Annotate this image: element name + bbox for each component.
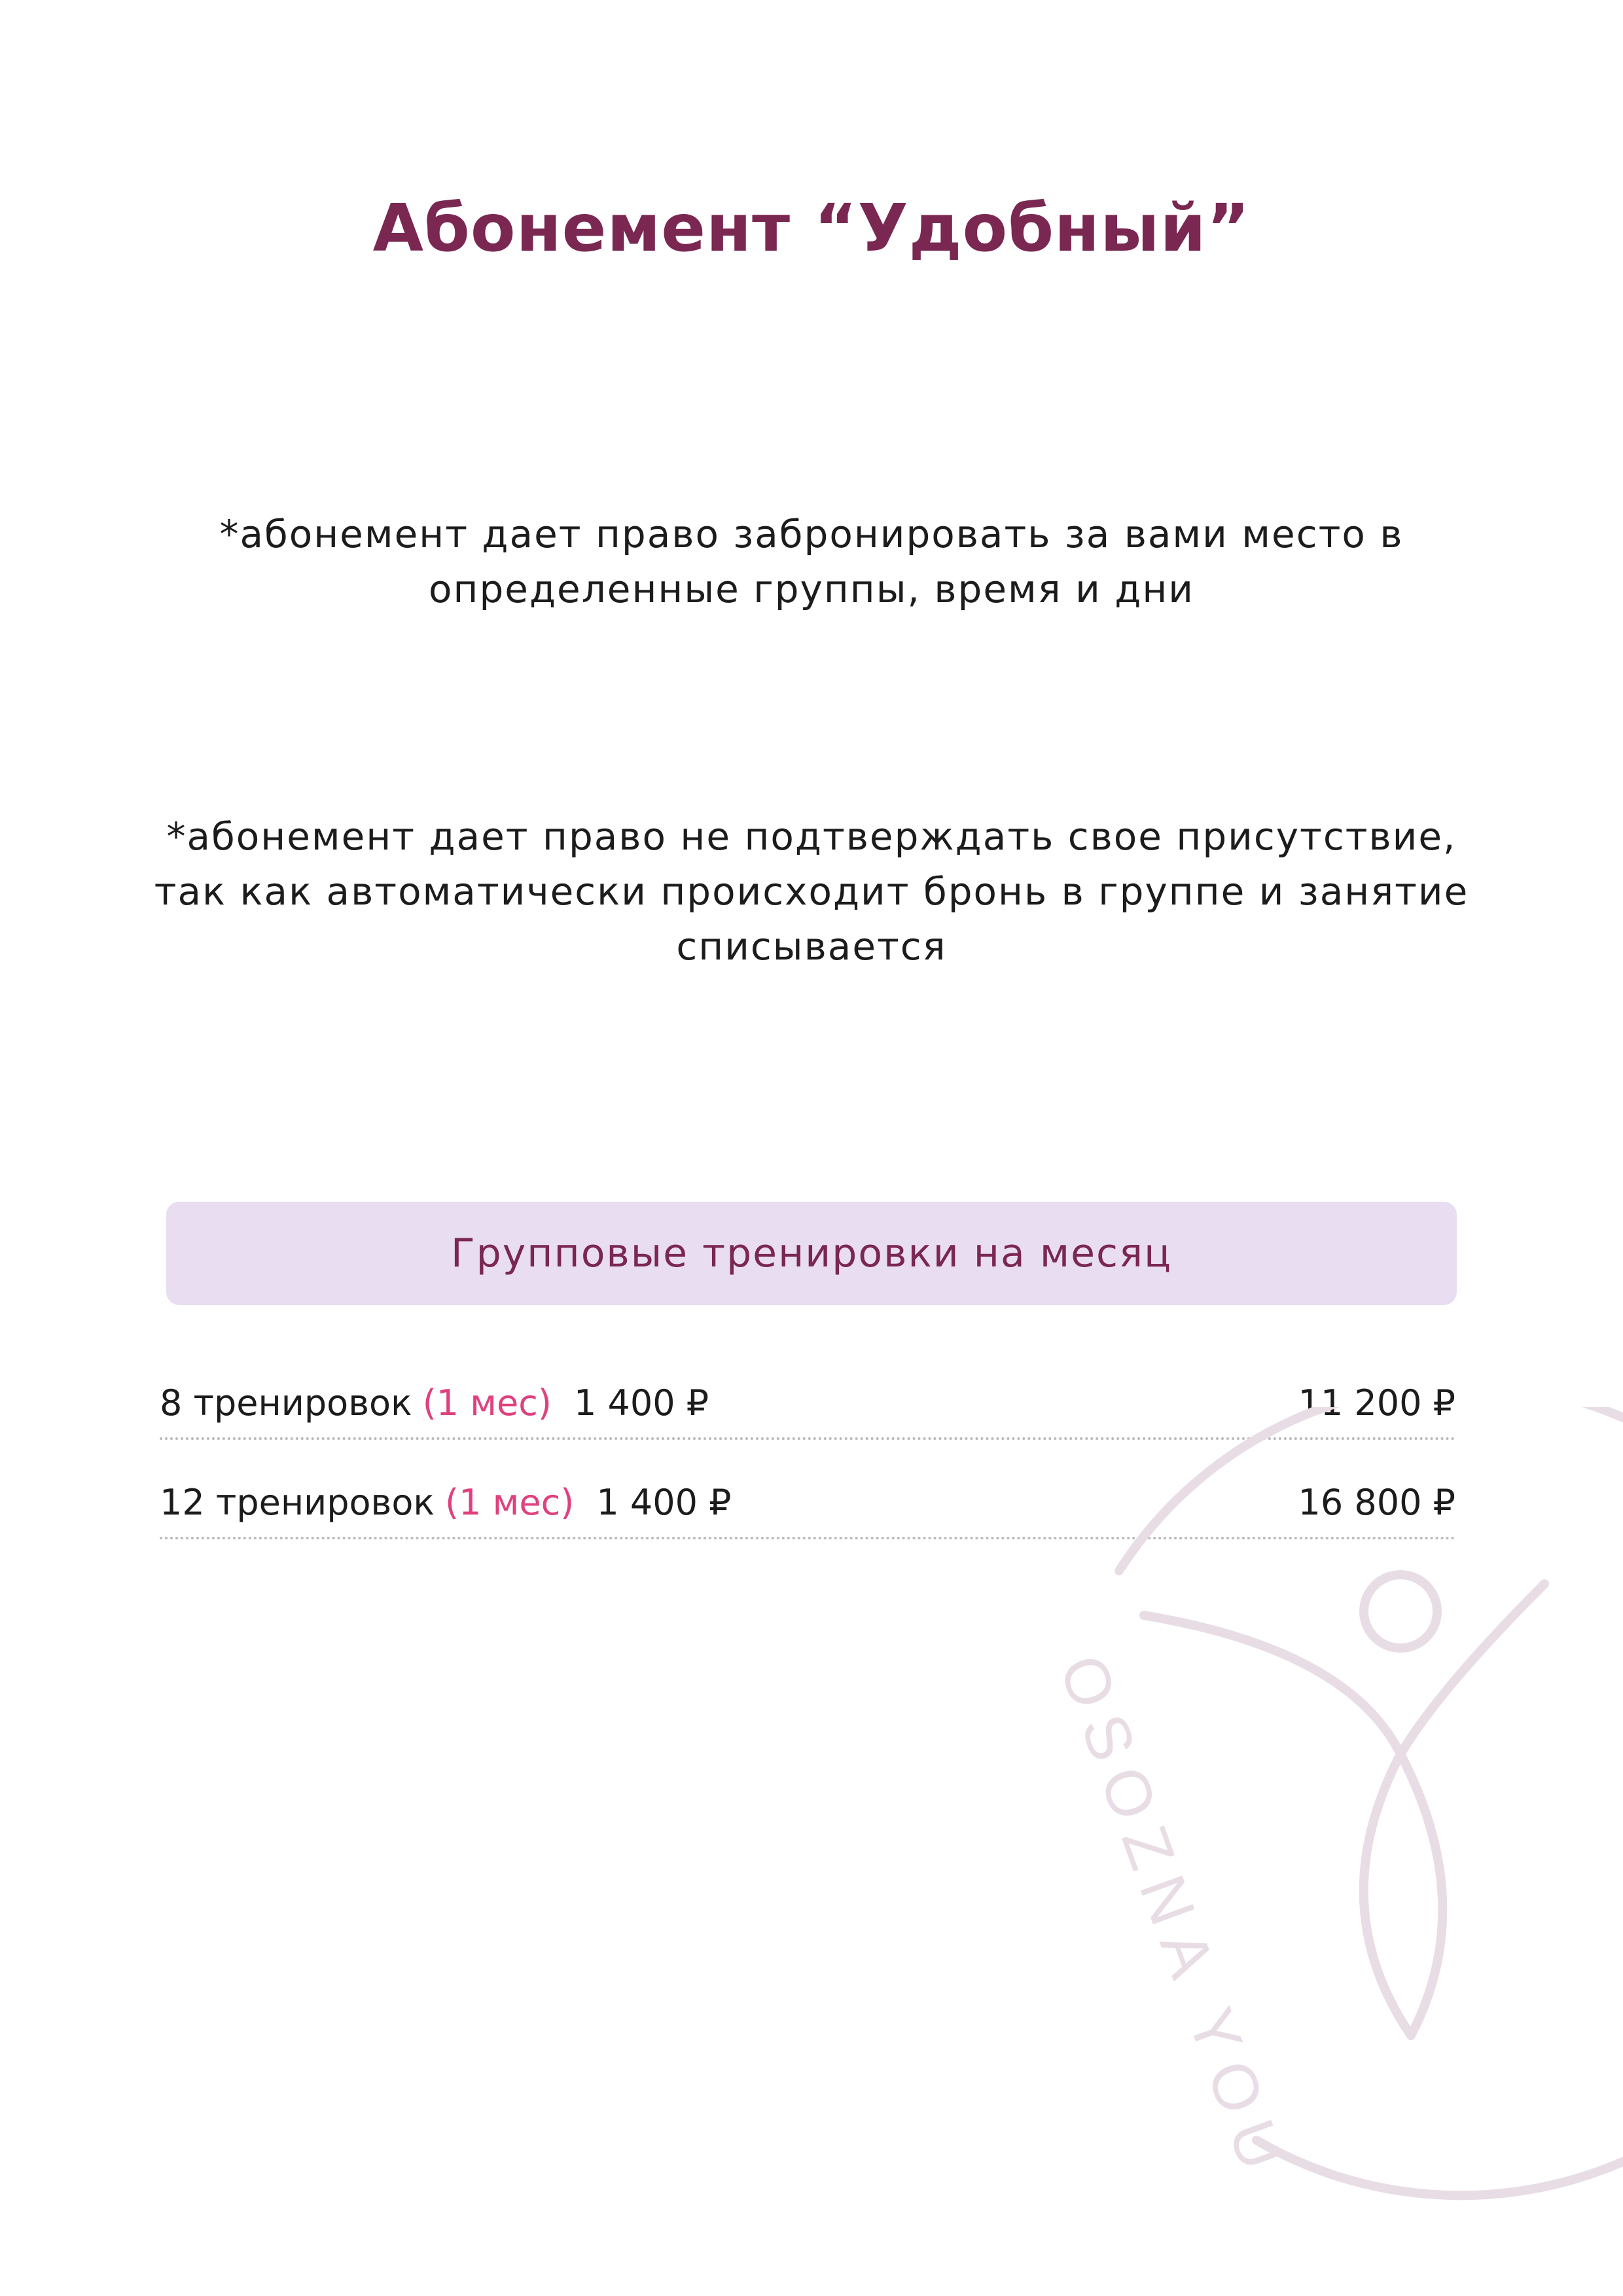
subscription-note-auto-booking: *абонемент дает право не подтверждать свое присутствие, так как автоматически происходит бронь в группе и занятие списывается — [154, 814, 1469, 969]
price-row-description — [160, 1382, 709, 1424]
osozna-you-watermark-logo — [982, 1407, 1623, 2296]
section-title: Групповые тренировки на месяц — [451, 1230, 1172, 1276]
logo-body-left — [1364, 1754, 1411, 2036]
total-price: 16 800 ₽ — [1298, 1481, 1455, 1523]
unit-price: 1 400 ₽ — [574, 1382, 709, 1424]
period-label: (1 мес) — [422, 1382, 552, 1424]
total-price: 11 200 ₽ — [1298, 1382, 1455, 1424]
logo-head-circle — [1364, 1575, 1437, 1648]
unit-price: 1 400 ₽ — [596, 1481, 732, 1523]
section-header — [166, 1202, 1457, 1305]
price-row-description — [160, 1482, 731, 1523]
logo-body-right — [1400, 1754, 1442, 2036]
period-label: (1 мес) — [445, 1481, 575, 1523]
watermark-text: OSOZNA YOU — [1046, 1645, 1304, 2191]
page-title: Абонемент “Удобный” — [372, 190, 1251, 266]
subscription-note-booking: *абонемент дает право забронировать за вами место в определенные группы, время и дни — [219, 512, 1404, 611]
logo-arms-arc — [1144, 1584, 1544, 1754]
training-count: 12 тренировок — [160, 1481, 435, 1523]
training-count: 8 тренировок — [160, 1382, 412, 1424]
